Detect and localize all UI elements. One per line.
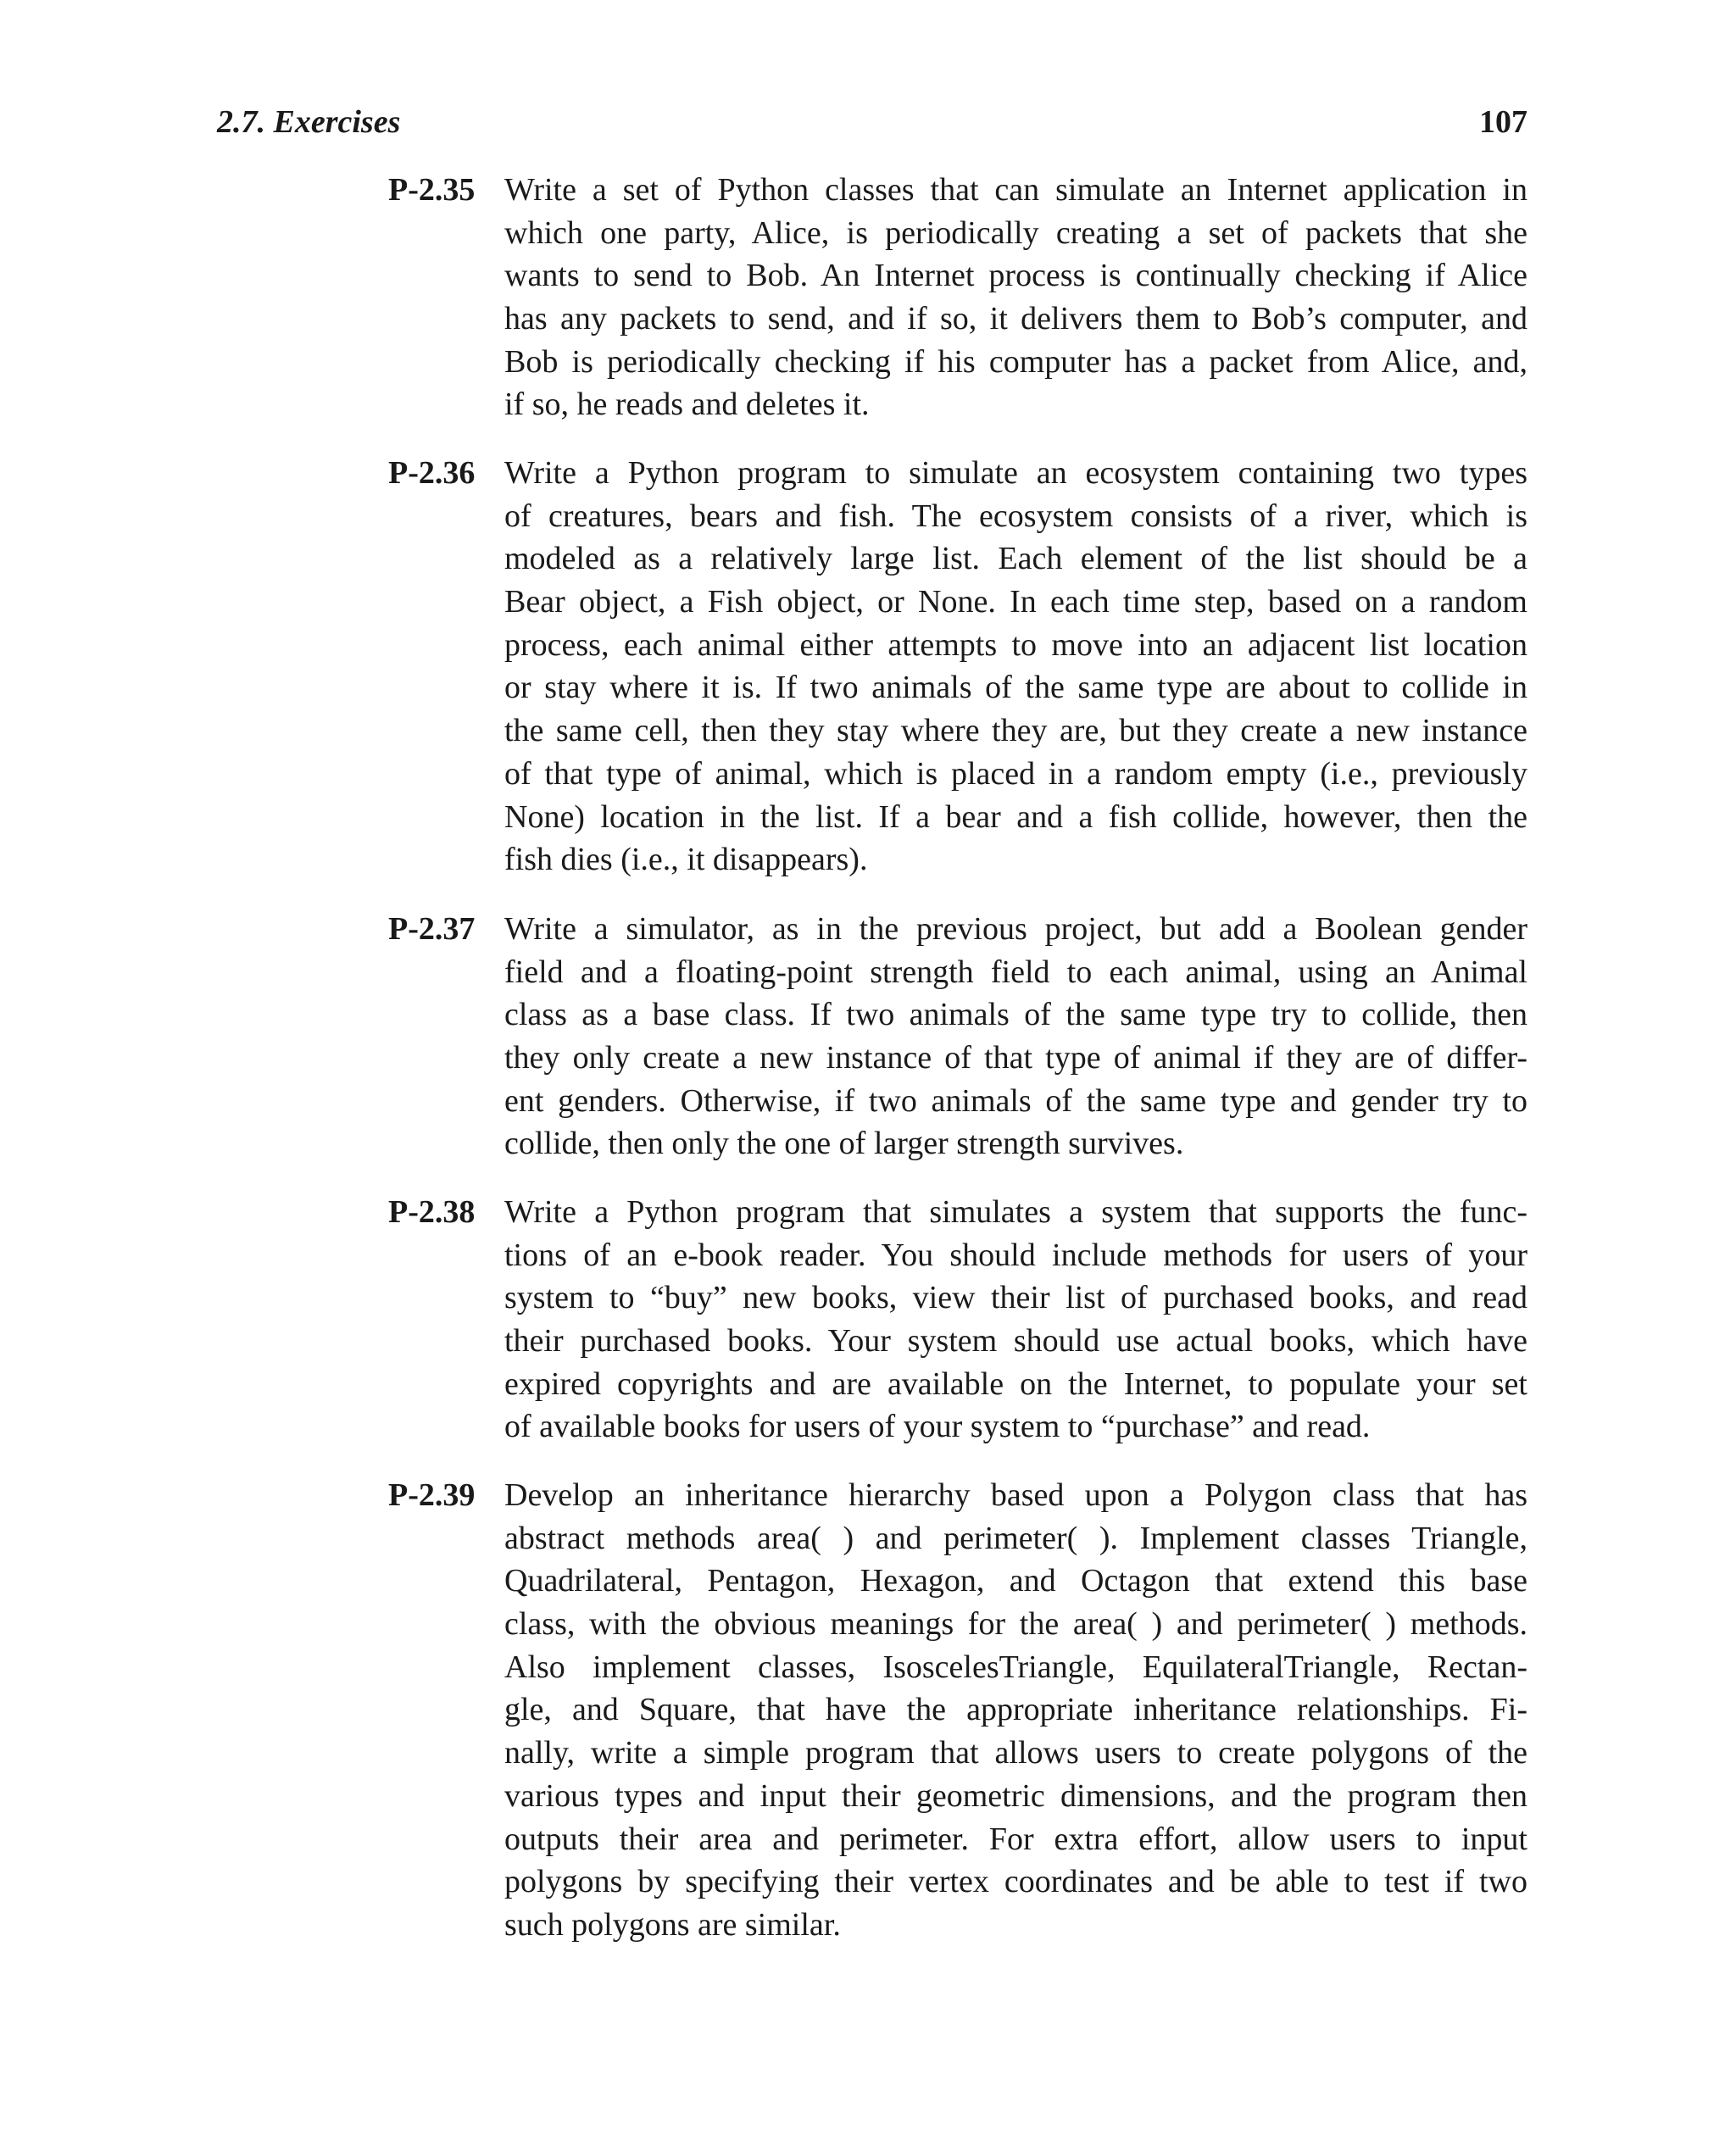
text-line: they only create a new instance of that type of animal if they are of differ- <box>504 1040 1527 1076</box>
text-line: Bear object, a Fish object, or None. In each time step, based on a random <box>504 584 1527 620</box>
text-line: of that type of animal, which is placed in a random empty (i.e., previously <box>504 755 1527 792</box>
exercise-text <box>504 169 1527 426</box>
text-line: has any packets to send, and if so, it delivers them to Bob’s computer, and <box>504 301 1527 337</box>
exercise-label: P-2.36 <box>388 455 476 491</box>
text-line: Also implement classes, IsoscelesTriangle, EquilateralTriangle, Rectan- <box>504 1649 1527 1685</box>
text-line: nally, write a simple program that allows users to create polygons of the <box>504 1735 1527 1771</box>
exercise-label: P-2.39 <box>388 1477 476 1513</box>
text-line: fish dies (i.e., it disappears). <box>504 842 868 878</box>
text-line: class as a base class. If two animals of the same type try to collide, then <box>504 997 1527 1033</box>
text-line: modeled as a relatively large list. Each element of the list should be a <box>504 541 1527 577</box>
text-line: abstract methods area( ) and perimeter( ). Implement classes Triangle, <box>504 1520 1527 1556</box>
text-line: Write a Python program to simulate an ecosystem containing two types <box>504 455 1527 491</box>
text-line: wants to send to Bob. An Internet process is continually checking if Alice <box>504 258 1527 294</box>
running-header <box>217 97 1527 147</box>
page-number: 107 <box>1479 104 1527 140</box>
exercise-text <box>504 452 1527 881</box>
text-line: Quadrilateral, Pentagon, Hexagon, and Octagon that extend this base <box>504 1563 1527 1599</box>
exercise-label: P-2.35 <box>388 172 476 208</box>
exercise-text <box>504 1191 1527 1449</box>
text-line: polygons by specifying their vertex coordinates and be able to test if two <box>504 1864 1527 1900</box>
exercise-label: P-2.38 <box>388 1194 476 1230</box>
text-line: Develop an inheritance hierarchy based upon a Polygon class that has <box>504 1477 1527 1513</box>
text-line: expired copyrights and are available on the Internet, to populate your set <box>504 1365 1527 1402</box>
exercise-text <box>504 1474 1527 1947</box>
text-line: Write a Python program that simulates a system that supports the func- <box>504 1194 1527 1230</box>
text-line: field and a floating-point strength field to each animal, using an Animal <box>504 954 1527 990</box>
text-line: of creatures, bears and fish. The ecosystem consists of a river, which is <box>504 498 1527 534</box>
text-line: various types and input their geometric dimensions, and the program then <box>504 1777 1527 1814</box>
text-line: if so, he reads and deletes it. <box>504 386 870 423</box>
text-line: of available books for users of your system to “purchase” and read. <box>504 1409 1371 1445</box>
text-line: gle, and Square, that have the appropriate inheritance relationships. Fi- <box>504 1692 1527 1728</box>
text-line: which one party, Alice, is periodically creating a set of packets that she <box>504 214 1527 251</box>
text-line: collide, then only the one of larger strength survives. <box>504 1126 1184 1162</box>
exercise-label: P-2.37 <box>388 911 476 947</box>
text-line: Write a simulator, as in the previous project, but add a Boolean gender <box>504 911 1527 947</box>
text-line: Write a set of Python classes that can simulate an Internet application in <box>504 172 1527 208</box>
text-line: or stay where it is. If two animals of the same type are about to collide in <box>504 670 1527 706</box>
text-line: Bob is periodically checking if his computer has a packet from Alice, and, <box>504 343 1527 380</box>
section-title: 2.7. Exercises <box>217 104 401 140</box>
exercise-text <box>504 908 1527 1165</box>
text-line: tions of an e-book reader. You should include methods for users of your <box>504 1237 1527 1273</box>
text-line: None) location in the list. If a bear and a fish collide, however, then the <box>504 798 1527 835</box>
text-line: the same cell, then they stay where they are, but they create a new instance <box>504 713 1527 749</box>
text-line: class, with the obvious meanings for the area( ) and perimeter( ) methods. <box>504 1606 1527 1643</box>
text-line: outputs their area and perimeter. For extra effort, allow users to input <box>504 1821 1527 1857</box>
text-line: system to “buy” new books, view their list of purchased books, and read <box>504 1280 1527 1316</box>
text-line: their purchased books. Your system should use actual books, which have <box>504 1323 1527 1360</box>
text-line: such polygons are similar. <box>504 1906 841 1943</box>
text-line: ent genders. Otherwise, if two animals of the same type and gender try to <box>504 1082 1527 1119</box>
text-line: process, each animal either attempts to move into an adjacent list location <box>504 626 1527 663</box>
